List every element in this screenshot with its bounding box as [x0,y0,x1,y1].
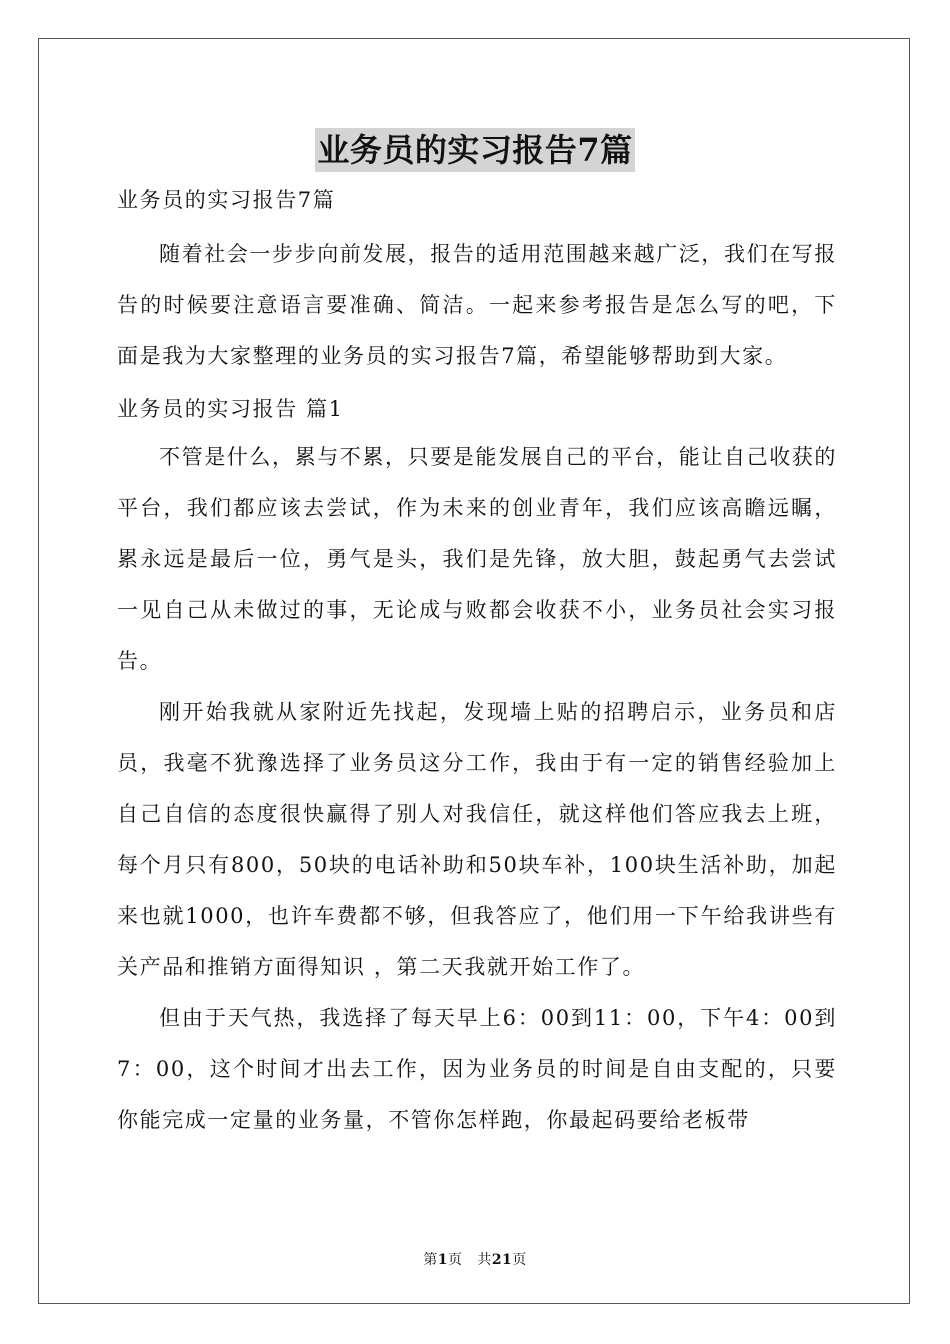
page-footer [0,1249,950,1269]
footer-page-prefix: 第 [423,1252,438,1268]
body-paragraph-3: 但由于天气热，我选择了每天早上6：00到11：00，下午4：00到7：00，这个时间才出去工作，因为业务员的时间是自由支配的，只要你能完成一定量的业务量，不管你怎样跑，你最起码要给老板带 [117,1006,837,1132]
body-paragraph-2: 刚开始我就从家附近先找起，发现墙上贴的招聘启示，业务员和店员，我毫不犹豫选择了业务员这分工作，我由于有一定的销售经验加上自己自信的态度很快赢得了别人对我信任，就这样他们答应我去上班，每个月只有800，50块的电话补助和50块车补，100块生活补助，加起来也就1000，也许车费都不够，但我答应了，他们用一下午给我讲些有关产品和推销方面得知识 ，第二天我就开始工作了。 [117,700,837,979]
body-paragraph-1: 不管是什么，累与不累，只要是能发展自己的平台，能让自己收获的平台，我们都应该去尝试，作为未来的创业青年，我们应该高瞻远瞩，累永远是最后一位，勇气是头，我们是先锋，放大胆，鼓起勇气去尝试一见自己从未做过的事，无论成与败都会收获不小，业务员社会实习报告。 [117,445,837,673]
footer-total-prefix: 共 [477,1252,492,1268]
document-body [117,181,837,1146]
footer-total-pages: 21 [491,1252,513,1268]
document-title-wrapper [0,128,950,172]
section-heading: 业务员的实习报告 篇1 [117,397,344,421]
footer-page-number: 1 [437,1252,448,1268]
footer-total-suffix: 页 [512,1252,527,1268]
intro-paragraph: 随着社会一步步向前发展，报告的适用范围越来越广泛，我们在写报告的时候要注意语言要准确、简洁。一起来参考报告是怎么写的吧，下面是我为大家整理的业务员的实习报告7篇，希望能够帮助到大家。 [117,242,837,368]
document-subtitle: 业务员的实习报告7篇 [117,188,336,212]
document-title: 业务员的实习报告7篇 [315,128,634,172]
footer-page-suffix: 页 [447,1252,463,1268]
